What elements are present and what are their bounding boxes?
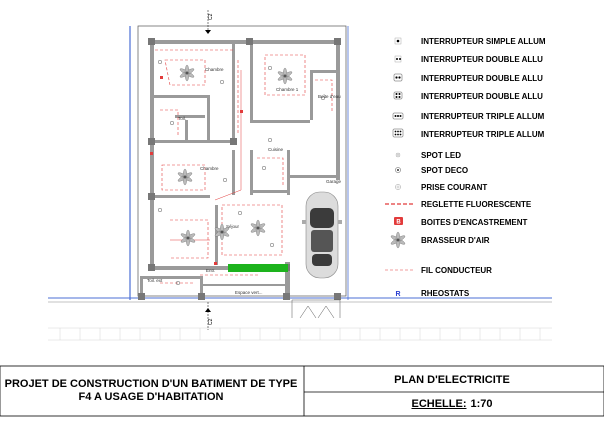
sidewalk-pattern [48,328,552,340]
legend-symbol-rheostat: R [395,291,401,298]
room-label-cuisine: Cuisine [268,147,284,152]
room-label-chambre-b: Chambre [200,166,219,171]
axis-marker-top [205,10,214,34]
room-label-entree: Entr. [206,268,216,273]
legend-label-10: BOITES D'ENCASTREMENT [421,218,528,227]
axis-label-top: C2 [208,13,214,20]
room-label-espace-vert: Espace vert... [235,290,263,295]
legend-label-2: INTERRUPTEUR DOUBLE ALLU [421,74,543,83]
legend-label-11: BRASSEUR D'AIR [421,236,490,245]
legend-symbol-brasseur [390,232,406,248]
scale-line [312,394,592,414]
legend-symbol-spot-led [396,153,400,157]
plan-boxes [150,76,243,265]
project-title: PROJET DE CONSTRUCTION D'UN BATIMENT DE TYPE F4 A USAGE D'HABITATION [4,378,298,403]
scale-value: 1:70 [470,398,493,410]
legend-symbol-interrupteur-triple-2 [393,129,403,137]
legend-label-12: FIL CONDUCTEUR [421,266,492,275]
room-label-chambre-1: Chambre 1 [276,87,299,92]
legend [385,37,546,298]
legend-symbol-interrupteur-triple [393,113,403,119]
room-label-sejour: Séjour [226,224,240,229]
legend-label-8: PRISE COURANT [421,183,488,192]
legend-label-0: INTERRUPTEUR SIMPLE ALLUM [421,37,546,46]
wire-runs [155,50,332,283]
legend-label-5: INTERRUPTEUR TRIPLE ALLUM [421,130,545,139]
plan-title: PLAN D'ELECTRICITE [394,374,510,386]
entrance-gate [292,300,340,318]
legend-symbol-boite [394,217,403,226]
legend-label-3: INTERRUPTEUR DOUBLE ALLU [421,92,543,101]
room-label-toilet-ext: Toil. ext [147,278,163,283]
axis-marker-bottom [205,302,214,330]
legend-symbol-interrupteur-double [395,56,401,62]
axis-label-bottom: C2 [208,318,214,325]
legend-label-6: SPOT LED [421,151,462,160]
legend-symbol-spot-deco [395,167,400,172]
legend-symbol-interrupteur-double-2 [394,74,402,81]
room-label-boite-eau: Boîte d'eau [318,94,341,99]
legend-symbol-prise-courant [395,184,400,189]
legend-label-1: INTERRUPTEUR DOUBLE ALLU [421,55,543,64]
room-label-garage: Garage [326,179,342,184]
legend-label-7: SPOT DECO [421,166,469,175]
room-label-chambre-a: Chambre [205,67,224,72]
legend-label-9: REGLETTE FLUORESCENTE [421,200,532,209]
boite-letter: B [396,219,401,226]
legend-symbol-interrupteur-simple [395,38,401,44]
scale-label: ECHELLE: [411,398,467,410]
legend-label-13: RHEOSTATS [421,289,470,298]
car-illustration [302,192,342,278]
legend-symbol-interrupteur-double-3 [394,92,402,99]
room-label-toilet: Toil. [178,116,187,121]
garden-strip [228,264,288,272]
legend-label-4: INTERRUPTEUR TRIPLE ALLUM [421,112,545,121]
